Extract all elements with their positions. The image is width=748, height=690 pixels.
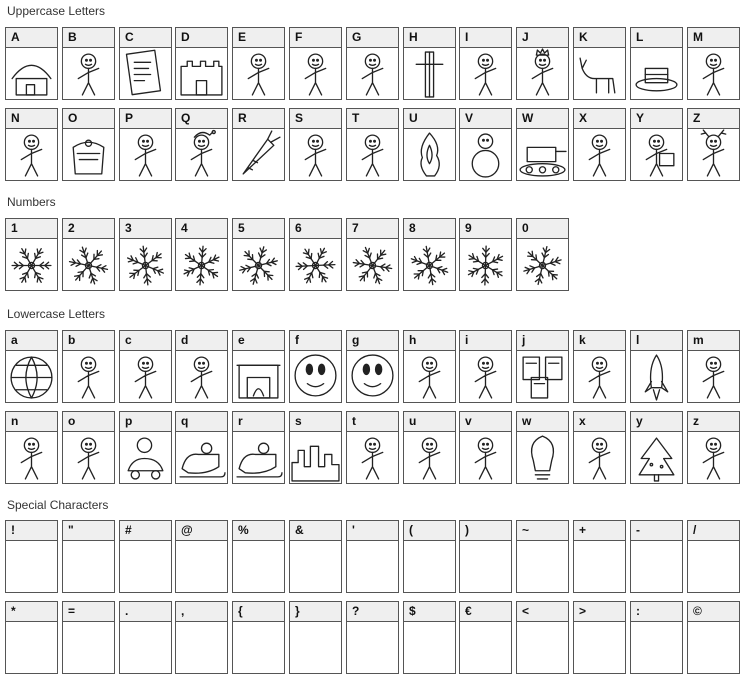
stick-figure-icon	[574, 129, 625, 180]
lowercase-cell-label: m	[688, 331, 739, 351]
lowercase-cell-label: w	[517, 412, 568, 432]
numbers-title: Numbers	[7, 195, 56, 209]
lowercase-cell	[232, 330, 285, 403]
empty-glyph	[120, 541, 171, 592]
special-cell-label: +	[574, 521, 625, 541]
uppercase-cell	[516, 27, 569, 100]
number-cell-label: 6	[290, 219, 341, 239]
uppercase-cell	[687, 108, 740, 181]
empty-glyph	[290, 541, 341, 592]
special-cell-label: )	[460, 521, 511, 541]
number-cell-label: 9	[460, 219, 511, 239]
lowercase-cell	[516, 411, 569, 484]
lowercase-cell	[5, 330, 58, 403]
empty-glyph	[176, 541, 227, 592]
stick-figure-icon	[574, 351, 625, 402]
special-cell	[289, 601, 342, 674]
special-cell-label: ©	[688, 602, 739, 622]
number-cell	[459, 218, 512, 291]
empty-glyph	[688, 622, 739, 673]
special-cell	[5, 520, 58, 593]
uppercase-cell-label: U	[404, 109, 455, 129]
empty-glyph	[517, 541, 568, 592]
number-cell	[62, 218, 115, 291]
uppercase-cell-label: E	[233, 28, 284, 48]
uppercase-cell-label: X	[574, 109, 625, 129]
lowercase-cell	[573, 330, 626, 403]
special-title: Special Characters	[7, 498, 109, 512]
lowercase-cell-label: e	[233, 331, 284, 351]
wish-list-icon	[120, 48, 171, 99]
special-cell-label: *	[6, 602, 57, 622]
face-icon	[290, 351, 341, 402]
empty-glyph	[631, 541, 682, 592]
special-cell	[573, 520, 626, 593]
sleigh-icon	[233, 432, 284, 483]
stick-figure-crown-icon	[517, 48, 568, 99]
lowercase-cell	[630, 411, 683, 484]
special-cell	[62, 601, 115, 674]
empty-glyph	[404, 622, 455, 673]
uppercase-cell-label: Z	[688, 109, 739, 129]
light-bulb-icon	[517, 432, 568, 483]
empty-glyph	[517, 622, 568, 673]
empty-glyph	[290, 622, 341, 673]
stick-figure-icon	[688, 432, 739, 483]
special-cell-label: =	[63, 602, 114, 622]
special-cell	[346, 601, 399, 674]
uppercase-cell	[630, 27, 683, 100]
uppercase-cell	[459, 27, 512, 100]
special-cell-label: >	[574, 602, 625, 622]
uppercase-cell-label: A	[6, 28, 57, 48]
lowercase-cell-label: s	[290, 412, 341, 432]
number-cell-label: 7	[347, 219, 398, 239]
lowercase-cell	[630, 330, 683, 403]
stick-figure-icon	[688, 48, 739, 99]
uppercase-cell	[403, 27, 456, 100]
special-cell-label: $	[404, 602, 455, 622]
fireplace-icon	[233, 351, 284, 402]
uppercase-cell	[573, 27, 626, 100]
special-cell	[687, 520, 740, 593]
special-cell-label: }	[290, 602, 341, 622]
number-cell-label: 3	[120, 219, 171, 239]
stick-figure-icon	[347, 432, 398, 483]
lowercase-cell-label: u	[404, 412, 455, 432]
lowercase-cell-label: x	[574, 412, 625, 432]
uppercase-cell	[62, 108, 115, 181]
lowercase-cell	[687, 330, 740, 403]
number-cell	[175, 218, 228, 291]
uppercase-cell	[5, 27, 58, 100]
uppercase-cell-label: T	[347, 109, 398, 129]
lowercase-cell-label: o	[63, 412, 114, 432]
empty-glyph	[6, 622, 57, 673]
lowercase-cell-label: p	[120, 412, 171, 432]
special-cell-label: "	[63, 521, 114, 541]
special-cell	[687, 601, 740, 674]
special-cell-label: ~	[517, 521, 568, 541]
lowercase-cell-label: a	[6, 331, 57, 351]
empty-glyph	[120, 622, 171, 673]
uppercase-cell-label: P	[120, 109, 171, 129]
empty-glyph	[6, 541, 57, 592]
snowflake-icon	[404, 239, 455, 290]
special-cell	[232, 520, 285, 593]
stick-figure-icon	[404, 351, 455, 402]
cross-icon	[404, 48, 455, 99]
number-cell	[5, 218, 58, 291]
empty-glyph	[688, 541, 739, 592]
uppercase-cell-label: N	[6, 109, 57, 129]
stick-figure-icon	[404, 432, 455, 483]
lowercase-cell-label: t	[347, 412, 398, 432]
number-cell	[119, 218, 172, 291]
empty-glyph	[347, 622, 398, 673]
lowercase-cell-label: h	[404, 331, 455, 351]
uppercase-cell	[175, 108, 228, 181]
uppercase-cell-label: C	[120, 28, 171, 48]
uppercase-cell	[119, 108, 172, 181]
stick-figure-icon	[460, 432, 511, 483]
stick-figure-icon	[347, 48, 398, 99]
special-cell-label: !	[6, 521, 57, 541]
special-cell	[403, 601, 456, 674]
stick-figure-icon	[460, 351, 511, 402]
number-cell	[516, 218, 569, 291]
empty-glyph	[347, 541, 398, 592]
stick-figure-icon	[574, 432, 625, 483]
stick-figure-car-icon	[120, 432, 171, 483]
lowercase-cell	[5, 411, 58, 484]
number-cell-label: 8	[404, 219, 455, 239]
uppercase-cell-label: J	[517, 28, 568, 48]
empty-glyph	[63, 622, 114, 673]
stick-figure-icon	[290, 48, 341, 99]
lowercase-cell-label: d	[176, 331, 227, 351]
uppercase-cell	[459, 108, 512, 181]
empty-glyph	[631, 622, 682, 673]
sleigh-icon	[176, 432, 227, 483]
special-cell	[289, 520, 342, 593]
rocket-icon	[631, 351, 682, 402]
lowercase-cell	[687, 411, 740, 484]
globe-icon	[6, 351, 57, 402]
uppercase-cell-label: Y	[631, 109, 682, 129]
uppercase-cell-label: R	[233, 109, 284, 129]
lowercase-cell-label: z	[688, 412, 739, 432]
empty-glyph	[574, 622, 625, 673]
tank-icon	[517, 129, 568, 180]
uppercase-cell-label: H	[404, 28, 455, 48]
snowflake-icon	[120, 239, 171, 290]
stick-figure-icon	[460, 48, 511, 99]
lowercase-cell-label: g	[347, 331, 398, 351]
empty-glyph	[233, 622, 284, 673]
uppercase-cell	[289, 108, 342, 181]
special-cell-label: .	[120, 602, 171, 622]
empty-glyph	[460, 541, 511, 592]
special-cell-label: %	[233, 521, 284, 541]
lowercase-cell	[459, 411, 512, 484]
lowercase-cell	[403, 330, 456, 403]
empty-glyph	[460, 622, 511, 673]
special-cell	[403, 520, 456, 593]
uppercase-cell-label: F	[290, 28, 341, 48]
lowercase-cell-label: r	[233, 412, 284, 432]
special-cell	[516, 601, 569, 674]
lowercase-cell	[289, 411, 342, 484]
snowflake-icon	[290, 239, 341, 290]
snow-house-icon	[6, 48, 57, 99]
number-cell	[346, 218, 399, 291]
snowflake-icon	[460, 239, 511, 290]
stick-figure-icon	[63, 48, 114, 99]
uppercase-cell-label: O	[63, 109, 114, 129]
uppercase-cell	[119, 27, 172, 100]
uppercase-title: Uppercase Letters	[7, 4, 106, 18]
special-cell-label: ?	[347, 602, 398, 622]
lowercase-cell-label: q	[176, 412, 227, 432]
uppercase-cell	[175, 27, 228, 100]
special-cell-label: @	[176, 521, 227, 541]
lowercase-cell	[175, 411, 228, 484]
sled-icon	[631, 48, 682, 99]
special-cell-label: €	[460, 602, 511, 622]
number-cell	[403, 218, 456, 291]
stick-figure-icon	[347, 129, 398, 180]
lowercase-cell-label: l	[631, 331, 682, 351]
cards-icon	[517, 351, 568, 402]
special-cell-label: '	[347, 521, 398, 541]
uppercase-cell	[232, 27, 285, 100]
number-cell-label: 4	[176, 219, 227, 239]
lowercase-cell	[403, 411, 456, 484]
uppercase-cell	[516, 108, 569, 181]
empty-glyph	[574, 541, 625, 592]
stick-figure-icon	[688, 351, 739, 402]
special-cell	[175, 601, 228, 674]
lowercase-cell	[175, 330, 228, 403]
uppercase-cell-label: K	[574, 28, 625, 48]
city-icon	[290, 432, 341, 483]
uppercase-cell-label: M	[688, 28, 739, 48]
special-cell-label: /	[688, 521, 739, 541]
number-cell-label: 0	[517, 219, 568, 239]
special-cell	[630, 520, 683, 593]
special-cell-label: #	[120, 521, 171, 541]
special-cell	[459, 520, 512, 593]
stick-figure-santa-icon	[176, 129, 227, 180]
lowercase-title: Lowercase Letters	[7, 307, 106, 321]
special-cell	[175, 520, 228, 593]
special-cell	[119, 601, 172, 674]
special-cell	[516, 520, 569, 593]
lowercase-cell	[119, 411, 172, 484]
lowercase-cell-label: f	[290, 331, 341, 351]
uppercase-cell-label: B	[63, 28, 114, 48]
special-cell	[630, 601, 683, 674]
stick-figure-icon	[233, 48, 284, 99]
lowercase-cell-label: v	[460, 412, 511, 432]
snowflake-icon	[176, 239, 227, 290]
uppercase-cell	[5, 108, 58, 181]
special-cell-label: {	[233, 602, 284, 622]
stick-figure-icon	[6, 432, 57, 483]
uppercase-cell	[346, 108, 399, 181]
snowflake-icon	[6, 239, 57, 290]
lowercase-cell-label: c	[120, 331, 171, 351]
uppercase-cell-label: G	[347, 28, 398, 48]
stick-figure-sign-icon	[631, 129, 682, 180]
empty-glyph	[63, 541, 114, 592]
snowflake-icon	[63, 239, 114, 290]
lowercase-cell	[119, 330, 172, 403]
castle-icon	[176, 48, 227, 99]
carrot-icon	[233, 129, 284, 180]
special-cell	[5, 601, 58, 674]
lowercase-cell	[573, 411, 626, 484]
uppercase-cell	[289, 27, 342, 100]
lowercase-cell	[62, 330, 115, 403]
uppercase-cell-label: D	[176, 28, 227, 48]
special-cell-label: &	[290, 521, 341, 541]
reindeer-icon	[574, 48, 625, 99]
uppercase-cell	[232, 108, 285, 181]
number-cell-label: 5	[233, 219, 284, 239]
stick-figure-icon	[63, 351, 114, 402]
stick-figure-icon	[290, 129, 341, 180]
lowercase-cell	[232, 411, 285, 484]
uppercase-cell-label: L	[631, 28, 682, 48]
snowman-icon	[460, 129, 511, 180]
special-cell	[62, 520, 115, 593]
special-cell	[232, 601, 285, 674]
special-cell-label: -	[631, 521, 682, 541]
uppercase-cell	[346, 27, 399, 100]
uppercase-cell	[403, 108, 456, 181]
lowercase-cell	[346, 411, 399, 484]
stick-figure-icon	[176, 351, 227, 402]
fire-icon	[404, 129, 455, 180]
uppercase-cell	[687, 27, 740, 100]
uppercase-cell-label: Q	[176, 109, 227, 129]
empty-glyph	[176, 622, 227, 673]
special-cell	[573, 601, 626, 674]
uppercase-cell-label: I	[460, 28, 511, 48]
number-cell	[232, 218, 285, 291]
christmas-tree-icon	[631, 432, 682, 483]
lowercase-cell	[289, 330, 342, 403]
uppercase-cell-label: V	[460, 109, 511, 129]
special-cell-label: (	[404, 521, 455, 541]
special-cell	[459, 601, 512, 674]
lowercase-cell-label: j	[517, 331, 568, 351]
snowflake-icon	[517, 239, 568, 290]
lowercase-cell-label: n	[6, 412, 57, 432]
uppercase-cell-label: W	[517, 109, 568, 129]
number-cell	[289, 218, 342, 291]
snowflake-icon	[233, 239, 284, 290]
snowflake-icon	[347, 239, 398, 290]
special-cell-label: <	[517, 602, 568, 622]
stick-figure-antlers-icon	[688, 129, 739, 180]
uppercase-cell	[62, 27, 115, 100]
face-icon	[347, 351, 398, 402]
lowercase-cell	[516, 330, 569, 403]
lowercase-cell-label: y	[631, 412, 682, 432]
lowercase-cell	[346, 330, 399, 403]
uppercase-cell	[573, 108, 626, 181]
stick-figure-icon	[120, 129, 171, 180]
gift-bag-icon	[63, 129, 114, 180]
special-cell	[346, 520, 399, 593]
special-cell-label: ,	[176, 602, 227, 622]
lowercase-cell-label: b	[63, 331, 114, 351]
lowercase-cell	[62, 411, 115, 484]
stick-figure-icon	[63, 432, 114, 483]
stick-figure-icon	[120, 351, 171, 402]
special-cell-label: :	[631, 602, 682, 622]
number-cell-label: 1	[6, 219, 57, 239]
lowercase-cell	[459, 330, 512, 403]
empty-glyph	[233, 541, 284, 592]
empty-glyph	[404, 541, 455, 592]
number-cell-label: 2	[63, 219, 114, 239]
uppercase-cell-label: S	[290, 109, 341, 129]
stick-figure-icon	[6, 129, 57, 180]
special-cell	[119, 520, 172, 593]
uppercase-cell	[630, 108, 683, 181]
lowercase-cell-label: k	[574, 331, 625, 351]
lowercase-cell-label: i	[460, 331, 511, 351]
